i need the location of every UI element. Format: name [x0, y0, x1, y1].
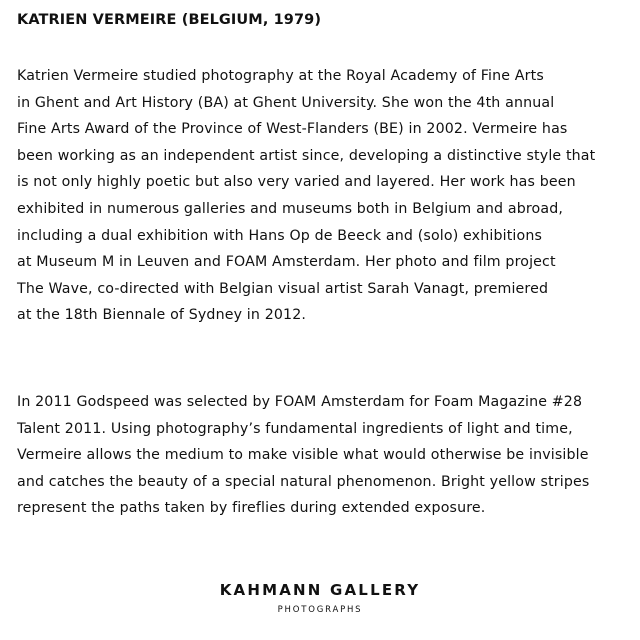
text-line: exhibited in numerous galleries and museums both in Belgium and abroad,	[17, 200, 564, 217]
gallery-logo	[0, 580, 640, 616]
artist-title: KATRIEN VERMEIRE (BELGIUM, 1979)	[17, 12, 322, 28]
text-line: In 2011 Godspeed was selected by FOAM Amsterdam for Foam Magazine #28	[17, 394, 583, 410]
gallery-subtitle: PHOTOGRAPHS	[277, 605, 363, 615]
text-line: Katrien Vermeire studied photography at the Royal Academy of Fine Arts	[17, 68, 544, 84]
text-line: at the 18th Biennale of Sydney in 2012.	[17, 307, 307, 324]
text-line: represent the paths taken by fireflies during extended exposure.	[17, 500, 486, 517]
text-line: been working as an independent artist since, developing a distinctive style that	[17, 147, 596, 164]
biography-paragraph	[17, 63, 595, 329]
text-line: Fine Arts Award of the Province of West-Flanders (BE) in 2002. Vermeire has	[17, 121, 568, 138]
text-line: is not only highly poetic but also very varied and layered. Her work has been	[17, 174, 576, 191]
text-line: and catches the beauty of a special natural phenomenon. Bright yellow stripes	[17, 473, 590, 490]
text-line: Talent 2011. Using photography’s fundamental ingredients of light and time,	[17, 420, 573, 437]
text-line: including a dual exhibition with Hans Op de Beeck and (solo) exhibitions	[17, 227, 543, 244]
gallery-name: KAHMANN GALLERY	[219, 581, 421, 599]
text-line: in Ghent and Art History (BA) at Ghent University. She won the 4th annual	[17, 94, 555, 111]
text-line: at Museum M in Leuven and FOAM Amsterdam. Her photo and film project	[17, 254, 556, 271]
text-line: Vermeire allows the medium to make visible what would otherwise be invisible	[17, 447, 589, 464]
project-paragraph	[17, 389, 589, 522]
text-line: The Wave, co-directed with Belgian visual artist Sarah Vanagt, premiered	[17, 280, 549, 297]
